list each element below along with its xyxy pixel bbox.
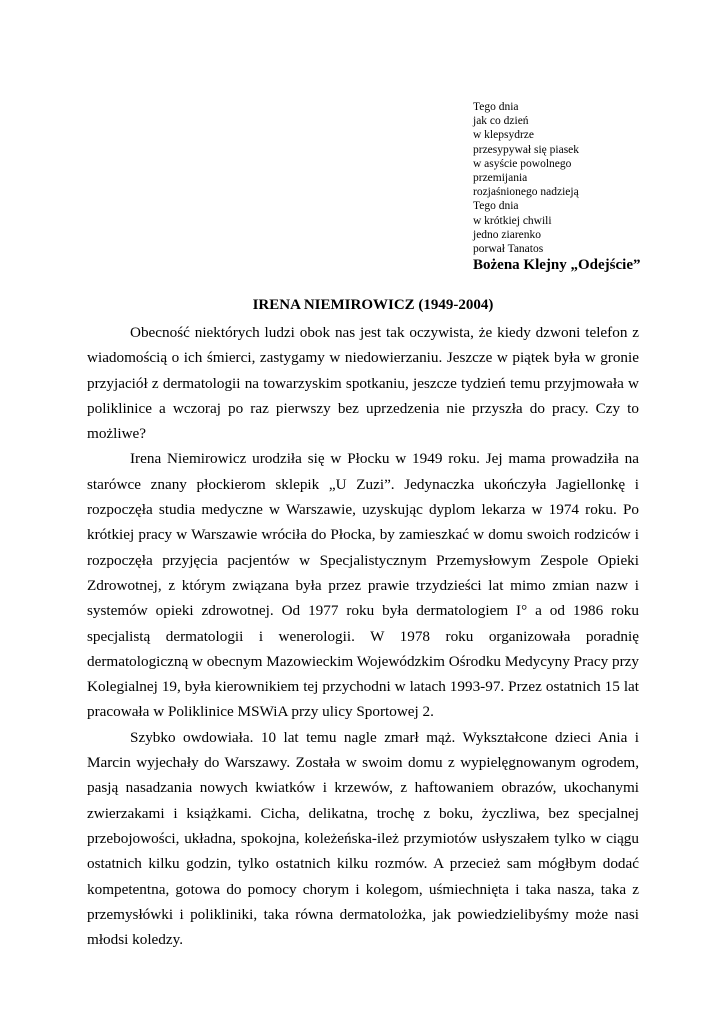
epigraph-line: w krótkiej chwili [473,214,552,227]
epigraph-line: przemijania [473,172,528,185]
epigraph-attribution: Bożena Klejny „Odejście” [473,257,641,274]
epigraph-line: Tego dnia [473,101,519,113]
article-paragraph: Obecność niektórych ludzi obok nas jest tak oczywista, że kiedy dzwoni telefon z wiadomością o ich śmierci, zastygamy w niedowierzaniu. Jeszcze w piątek była w gronie przyjaciół z dermatologii na towarzyskim spotkaniu, jeszcze tydzień temu przyjmowała w poliklinice a wczoraj po raz pierwszy bez uprzedzenia nie przyszła do pracy. Czy to możliwe? [87,324,639,443]
article-paragraph: Szybko owdowiała. 10 lat temu nagle zmarł mąż. Wykształcone dzieci Ania i Marcin wyjechały do Warszawy. Została w swoim domu z wypielęgnowanym ogrodem, pasją nasadzania nowych kwiatków i krzewów, z haftowaniem obrazów, ukochanymi zwierzakami i książkami. Cicha, delikatna, trochę z boku, życzliwa, bez specjalnej przebojowości, układna, spokojna, koleżeńska-ileż przymiotów usłyszałem tylko w ciągu ostatnich kilku godzin, tylko ostatnich kilku rozmów. A przecież sam mógłbym dodać kompetentna, gotowa do pomocy chorym i kolegom, uśmiechnięta i taka nasza, taka z przemysłówki i polikliniki, taka równa dermatolożka, jak powiedzielibyśmy może nasi młodsi koledzy. [87,728,639,949]
article-paragraph: Irena Niemirowicz urodziła się w Płocku w 1949 roku. Jej mama prowadziła na starówce znany płockierom sklepik „U Zuzi”. Jedynaczka ukończyła Jagiellonkę i rozpoczęła studia medyczne w Warszawie, uzyskując dyplom lekarza w 1974 roku. Po krótkiej pracy w Warszawie wróciła do Płocka, by zamieszkać w domu swoich rodziców i rozpoczęła przyjęcia pacjentów w Specjalistycznym Przemysłowym Zespole Opieki Zdrowotnej, z którym związana była przez prawie trzydzieści lat mimo zmian nazw i systemów opieki zdrowotnej. Od 1977 roku była dermatologiem I° a od 1986 roku specjalistą dermatologii i wenerologii. W 1978 roku organizowała poradnię dermatologiczną w obecnym Mazowieckim Wojewódzkim Ośrodku Medycyny Pracy przy Kolegialnej 19, była kierownikiem tej przychodni w latach 1993-97. Przez ostatnich 15 lat pracowała w Poliklinice MSWiA przy ulicy Sportowej 2. [87,450,639,721]
article-title: IRENA NIEMIROWICZ (1949-2004) [252,297,494,313]
epigraph-line: w klepsydrze [473,129,534,142]
epigraph-line: rozjaśnionego nadzieją [473,186,579,199]
epigraph-line: przesypywał się piasek [473,143,580,156]
epigraph-line: porwał Tanatos [473,243,544,256]
epigraph-line: jedno ziarenko [473,228,542,241]
epigraph-poem [473,100,673,274]
epigraph-line: w asyście powolnego [473,157,572,170]
epigraph-line: Tego dnia [473,200,519,213]
epigraph-line: jak co dzień [473,115,529,128]
article-body [87,320,639,952]
